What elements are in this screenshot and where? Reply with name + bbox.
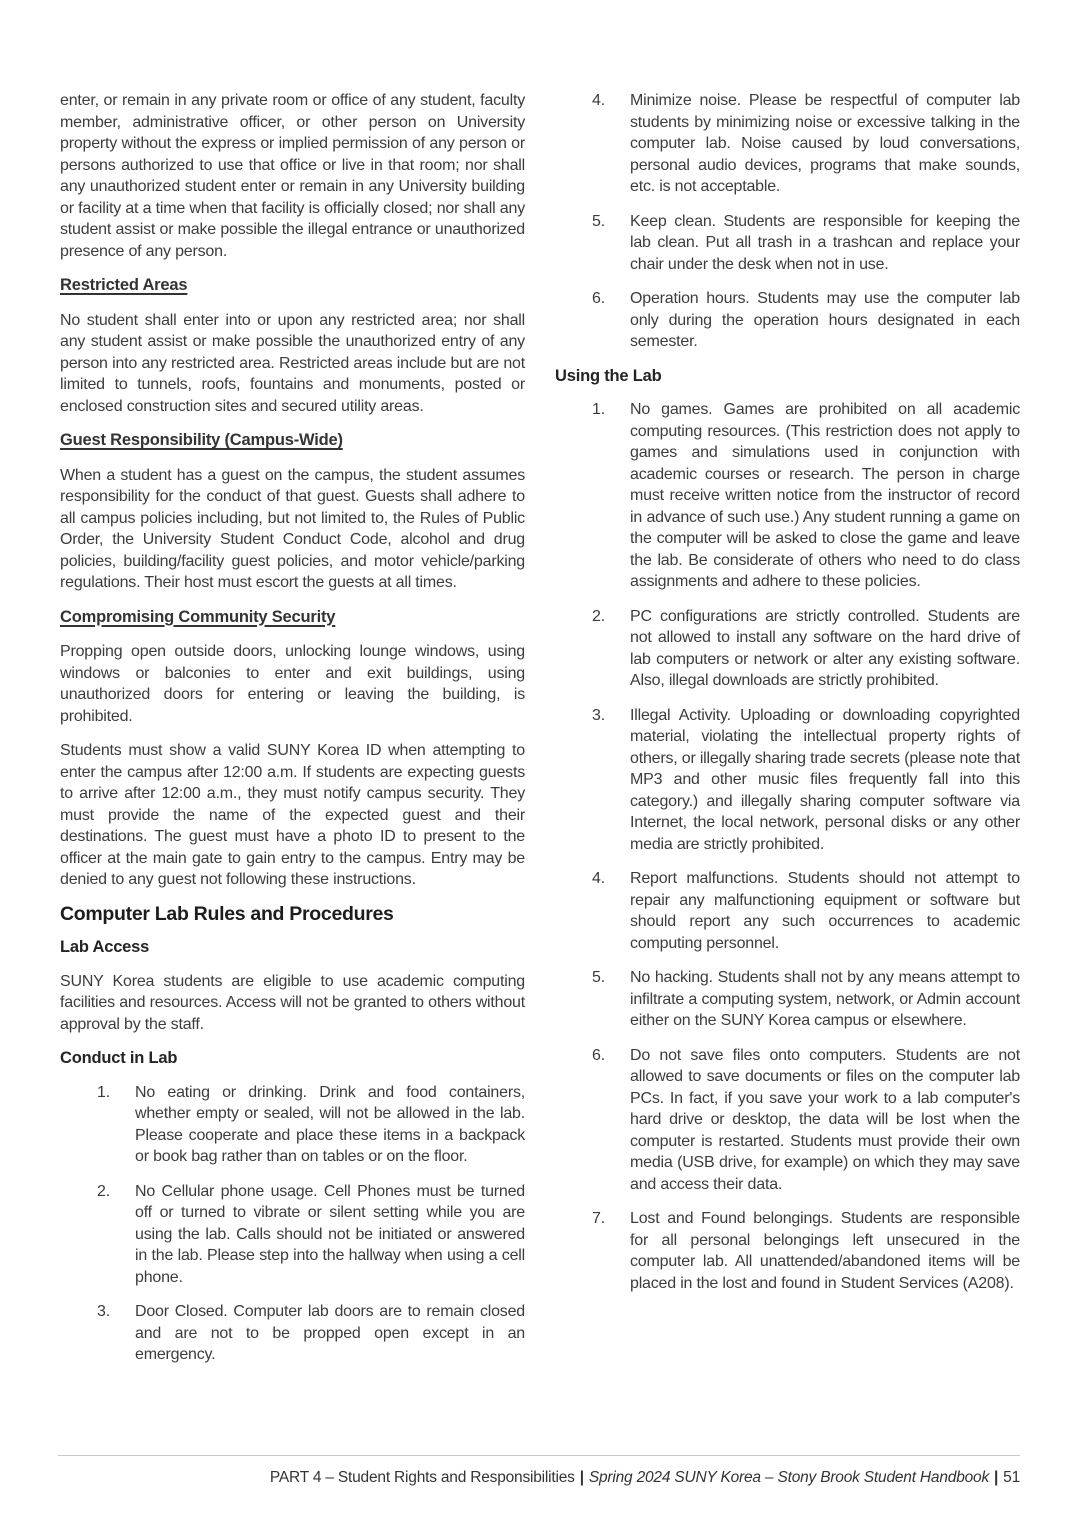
list-item [60, 1082, 525, 1168]
right-column [555, 90, 1020, 1307]
list-item-text: Illegal Activity. Uploading or downloading copyrighted material, violating the intellectual property rights of others, or illegally sharing trade secrets (please note that MP3 and other music files frequently fall into this category.) and illegally sharing computer software via Internet, the local network, personal disks or any other media are strictly prohibited. [630, 706, 1020, 853]
list-item [555, 288, 1020, 353]
heading-using-the-lab: Using the Lab [555, 366, 662, 385]
paragraph-intro-continuation: enter, or remain in any private room or office of any student, faculty member, administrative officer, or other person on University property without the express or implied permission of any person or persons authorized to use that office or live in that room; nor shall any unauthorized student enter or remain in any University building or facility at a time when that facility is officially closed; nor shall any student assist or make possible the illegal entrance or unauthorized presence of any person. [60, 92, 525, 260]
paragraph-guest-responsibility: When a student has a guest on the campus, the student assumes responsibility for the conduct of that guest. Guests shall adhere to all campus policies including, but not limited to, the Rules of Public Order, the University Student Conduct Code, alcohol and drug policies, building/facility guest policies, and motor vehicle/parking regulations. Their host must escort the guests at all times. [60, 466, 525, 591]
list-item-number: 6. [592, 290, 605, 307]
list-item-text: No games. Games are prohibited on all academic computing resources. (This restriction does not apply to games and simulations used in conjunction with academic courses or research. The person in charge must receive written notice from the instructor of record in advance of such use.) Any student running a game on the computer will be asked to close the game and leave the lab. Be considerate of others who need to do class assignments and adhere to these policies. [630, 401, 1020, 590]
list-item [555, 90, 1020, 198]
footer-divider [58, 1455, 1020, 1456]
list-item [60, 1301, 525, 1366]
list-item [555, 399, 1020, 593]
list-item [555, 967, 1020, 1032]
list-item [555, 705, 1020, 856]
list-item-text: Do not save files onto computers. Students are not allowed to save documents or files on the computer lab PCs. In fact, if you save your work to a lab computer's hard drive or desktop, the data will be lost when the computer is restarted. Students must provide their own media (USB drive, for example) on which they may save and access their data. [630, 1046, 1020, 1193]
footer-separator: | [579, 1469, 584, 1486]
list-item-number: 7. [592, 1210, 605, 1227]
using-lab-list [555, 399, 1020, 1294]
heading-guest-responsibility: Guest Responsibility (Campus-Wide) [60, 431, 343, 449]
page-footer [60, 1468, 1020, 1488]
list-item-text: Report malfunctions. Students should not attempt to repair any malfunctioning equipment or software but should report any such occurrences to academic computing personnel. [630, 870, 1020, 952]
paragraph-community-security-2: Students must show a valid SUNY Korea ID when attempting to enter the campus after 12:00 a.m. If students are expecting guests to arrive after 12:00 a.m., they must notify campus security. They must provide the name of the expected guest and their destinations. The guest must have a photo ID to present to the officer at the main gate to gain entry to the campus. Entry may be denied to any guest not following these instructions. [60, 742, 525, 888]
list-item-number: 6. [592, 1046, 605, 1064]
paragraph-community-security-1: Propping open outside doors, unlocking lounge windows, using windows or balconies to enter and exit buildings, using unauthorized doors for entering or leaving the building, is prohibited. [60, 643, 525, 725]
list-item-text: Minimize noise. Please be respectful of computer lab students by minimizing noise or excessive talking in the computer lab. Noise caused by loud conversations, personal audio devices, programs that make sounds, etc. is not acceptable. [630, 92, 1020, 195]
footer-page-number: 51 [1003, 1469, 1020, 1486]
list-item-number: 4. [592, 92, 605, 109]
list-item [555, 211, 1020, 276]
list-item-text: Lost and Found belongings. Students are responsible for all personal belongings left unsecured in the computer lab. All unattended/abandoned items will be placed in the lost and found in Student Services (A208). [630, 1210, 1020, 1292]
list-item-text: PC configurations are strictly controlled. Students are not allowed to install any software on the hard drive of lab computers or network or alter any existing software. Also, illegal downloads are strictly prohibited. [630, 607, 1020, 689]
footer-separator: | [994, 1469, 999, 1486]
list-item [555, 868, 1020, 954]
list-item-number: 2. [97, 1182, 110, 1200]
conduct-list [60, 1082, 525, 1366]
left-column [60, 90, 525, 1379]
list-item-number: 5. [592, 212, 605, 230]
list-item-text: Keep clean. Students are responsible for keeping the lab clean. Put all trash in a trashcan and replace your chair under the desk when not in use. [630, 212, 1020, 273]
list-item [555, 1045, 1020, 1196]
footer-part-label: PART 4 – Student Rights and Responsibilities [269, 1469, 575, 1486]
list-item-number: 3. [592, 706, 605, 724]
list-item-text: No eating or drinking. Drink and food containers, whether empty or sealed, will not be allowed in the lab. Please cooperate and place these items in a backpack or book bag rather than on tables or on the floor. [135, 1083, 525, 1165]
list-item-number: 4. [592, 870, 605, 887]
list-item-text: Door Closed. Computer lab doors are to remain closed and are not to be propped open except in an emergency. [135, 1303, 525, 1363]
list-item-text: No Cellular phone usage. Cell Phones must be turned off or turned to vibrate or silent setting while you are using the lab. Calls should not be initiated or answered in the lab. Please step into the hallway when using a cell phone. [135, 1182, 525, 1286]
heading-restricted-areas: Restricted Areas [60, 276, 188, 294]
list-item-number: 3. [97, 1303, 110, 1320]
list-item-number: 2. [592, 607, 605, 625]
paragraph-restricted-areas: No student shall enter into or upon any restricted area; nor shall any student assist or make possible the unauthorized entry of any person into any restricted area. Restricted areas include but are not limited to tunnels, roofs, fountains and monuments, posted or enclosed construction sites and secured utility areas. [60, 311, 525, 415]
list-item [555, 1208, 1020, 1294]
list-item-number: 5. [592, 969, 605, 986]
list-item-number: 1. [592, 401, 605, 418]
heading-conduct-in-lab: Conduct in Lab [60, 1049, 178, 1067]
footer-handbook-title: Spring 2024 SUNY Korea – Stony Brook Student Handbook [588, 1469, 990, 1486]
heading-lab-access: Lab Access [60, 938, 150, 956]
paragraph-lab-access: SUNY Korea students are eligible to use academic computing facilities and resources. Access will not be granted to others without approval by the staff. [60, 972, 525, 1033]
list-item-number: 1. [97, 1083, 110, 1101]
conduct-list-continued [555, 90, 1020, 353]
heading-computer-lab-rules: Computer Lab Rules and Procedures [60, 902, 394, 925]
list-item [555, 606, 1020, 692]
list-item-text: No hacking. Students shall not by any means attempt to infiltrate a computing system, network, or Admin account either on the SUNY Korea campus or elsewhere. [630, 969, 1020, 1029]
heading-compromising-community-security: Compromising Community Security [60, 607, 336, 626]
list-item [60, 1181, 525, 1289]
list-item-text: Operation hours. Students may use the computer lab only during the operation hours designated in each semester. [630, 290, 1020, 350]
